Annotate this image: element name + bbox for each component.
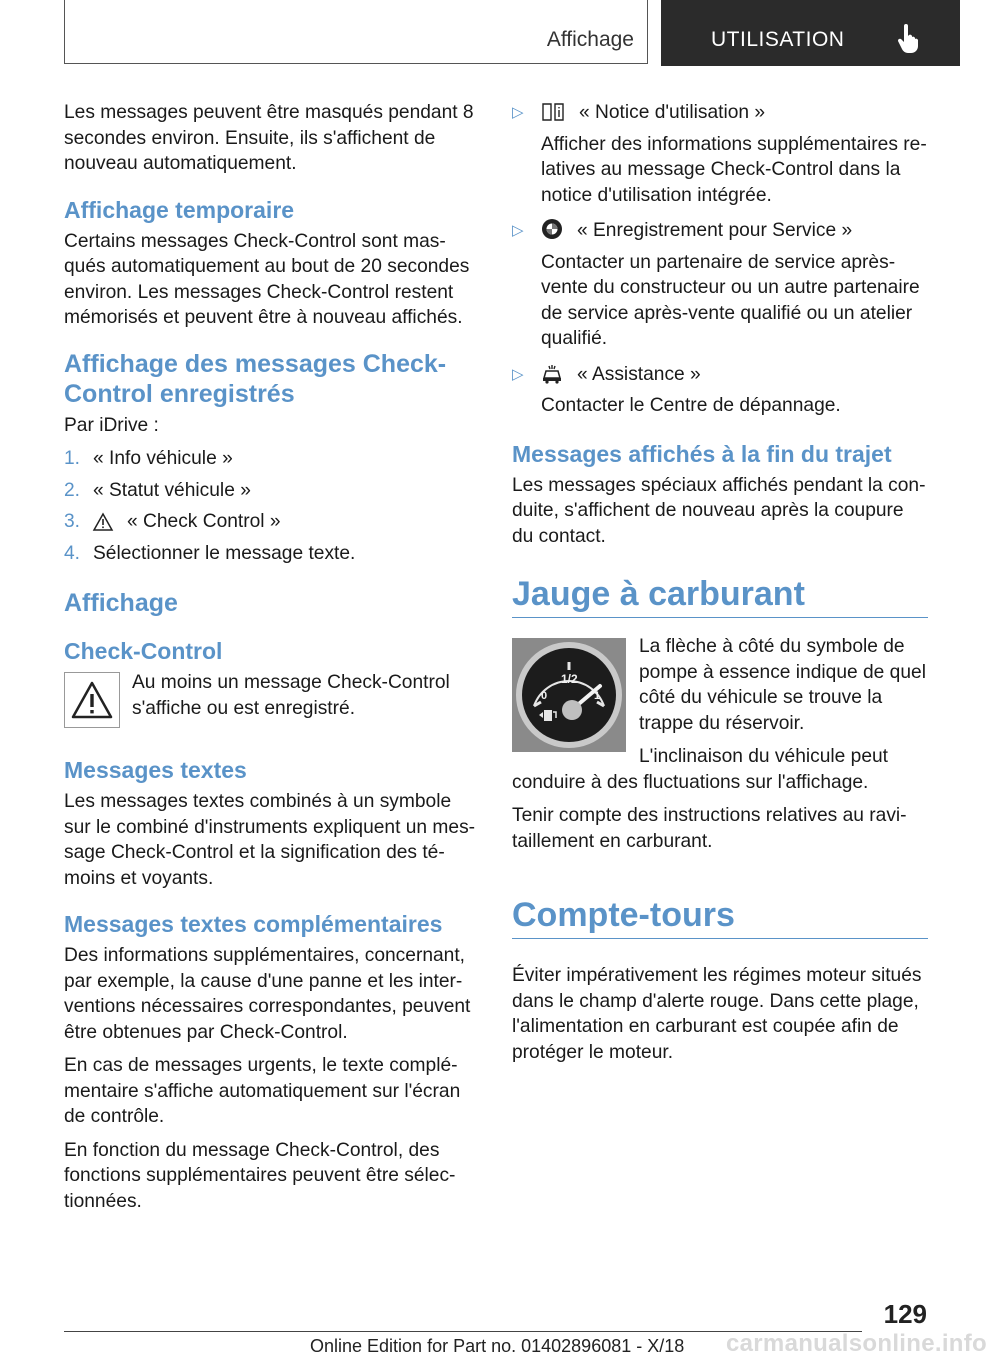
list-item — [64, 478, 478, 504]
fuel-gauge-block — [512, 634, 928, 795]
heading-display: Affichage — [64, 589, 178, 617]
list-item — [512, 362, 928, 388]
manual-icon — [541, 102, 565, 122]
bullet-label: « Notice d'utilisation » — [579, 102, 766, 123]
warning-triangle-icon — [70, 680, 114, 720]
list-item — [512, 100, 928, 126]
check-control-block — [64, 670, 478, 729]
watermark-text: carmanualsonline.info — [726, 1330, 987, 1357]
paragraph-fuel-2: L'inclinaison du véhicule peut conduire à des fluctuations sur l'affichage. — [512, 746, 889, 793]
idrive-steps — [64, 446, 478, 566]
bullet-description: Afficher des informations supplémentaires re-latives au message Check-Control dans la notice d'utilisation intégrée. — [541, 133, 927, 206]
paragraph-idrive: Par iDrive : — [64, 414, 159, 436]
paragraph-additional-3: En fonction du message Check-Control, des fonctions supplémentaires peuvent être sélec-tionnées. — [64, 1139, 456, 1212]
chapter-label: UTILISATION — [711, 28, 845, 51]
assistance-icon — [541, 364, 563, 384]
page-header — [0, 0, 960, 66]
heading-check-control: Check-Control — [64, 638, 223, 664]
heading-stored-messages: Affichage des messages Check-Control enregistrés — [64, 349, 447, 408]
step-text: « Info véhicule » — [93, 448, 233, 469]
paragraph-additional-2: En cas de messages urgents, le texte complé-mentaire s'affiche automatiquement sur l'écran de contrôle. — [64, 1055, 461, 1127]
list-item — [512, 218, 928, 244]
step-text: « Check Control » — [127, 511, 281, 532]
edition-text: Online Edition for Part no. 01402896081 - X/18 — [310, 1336, 685, 1356]
paragraph-end-of-trip: Les messages spéciaux affichés pendant la con-duite, s'affichent de nouveau après la coupure du contact. — [512, 474, 926, 547]
warning-symbol-box — [64, 672, 120, 728]
gauge-half-label: 1/2 — [561, 672, 578, 686]
list-item — [64, 446, 478, 472]
paragraph-check-control: Au moins un message Check-Control s'affiche ou est enregistré. — [132, 672, 450, 719]
step-text: Sélectionner le message texte. — [93, 542, 356, 564]
heading-fuel-gauge: Jauge à carburant — [512, 573, 928, 618]
page-number: 129 — [883, 1299, 927, 1329]
header-section-title: Affichage — [546, 28, 634, 51]
bullet-marker: ▷ — [512, 365, 524, 383]
step-number: 3. — [64, 511, 81, 532]
bullet-marker: ▷ — [512, 222, 524, 239]
fuel-gauge-image — [512, 638, 626, 752]
paragraph-temporary: Certains messages Check-Control sont mas-qués automatiquement au bout de 20 secondes environ. Les messages Check-Control restent mémorisés et peuvent être à nouveau affichés. — [64, 230, 470, 328]
right-column — [512, 100, 928, 1073]
heading-end-of-trip: Messages affichés à la fin du trajet — [512, 440, 892, 467]
paragraph-additional-1: Des informations supplémentaires, concernant, par exemple, la cause d'une panne et les inter-ventions nécessaires correspondantes, peuvent être obtenues par Check-Control. — [64, 945, 471, 1043]
heading-additional-messages: Messages textes complémentaires — [64, 911, 443, 937]
list-item — [64, 509, 478, 535]
paragraph-mask: Les messages peuvent être masqués pendant 8 secondes environ. Ensuite, ils s'affichent de nouveau automatiquement. — [64, 102, 474, 174]
step-number: 1. — [64, 448, 81, 469]
gauge-empty-label: 0 — [541, 690, 548, 702]
page-footer — [0, 1295, 987, 1362]
gauge-full-label: 1 — [594, 690, 601, 702]
bmw-logo-icon — [541, 218, 563, 240]
paragraph-fuel-3: Tenir compte des instructions relatives au ravi-taillement en carburant. — [512, 805, 907, 852]
left-column — [64, 100, 478, 1222]
heading-temporary-display: Affichage temporaire — [64, 196, 295, 223]
pointing-hand-icon — [897, 24, 919, 54]
paragraph-fuel-1: La flèche à côté du symbole de pompe à essence indique de quel côté du véhicule se trouve la trappe du réservoir. — [639, 636, 926, 734]
list-item — [64, 541, 478, 567]
heading-text-messages: Messages textes — [64, 757, 247, 783]
step-number: 4. — [64, 542, 81, 564]
heading-tachometer: Compte-tours — [512, 894, 928, 939]
paragraph-text-messages: Les messages textes combinés à un symbole sur le combiné d'instruments expliquent un mes-sage Check-Control et la signification des té-moins et voyants. — [64, 791, 476, 889]
bullet-marker: ▷ — [512, 104, 524, 121]
bullet-description: Contacter un partenaire de service après-vente du constructeur ou un autre partenaire de service après-vente qualifié ou un atelier qualifié. — [541, 251, 920, 349]
step-text: « Statut véhicule » — [93, 479, 251, 501]
step-number: 2. — [64, 479, 81, 501]
bullet-description: Contacter le Centre de dépannage. — [541, 395, 841, 416]
bullet-label: « Assistance » — [577, 363, 701, 385]
header-chapter-tab — [661, 0, 960, 66]
warning-triangle-icon — [93, 513, 113, 531]
paragraph-tachometer: Éviter impérativement les régimes moteur situés dans le champ d'alerte rouge. Dans cette plage, l'alimentation en carburant est coupée afin de protéger le moteur. — [512, 965, 922, 1063]
bullet-label: « Enregistrement pour Service » — [577, 220, 853, 241]
